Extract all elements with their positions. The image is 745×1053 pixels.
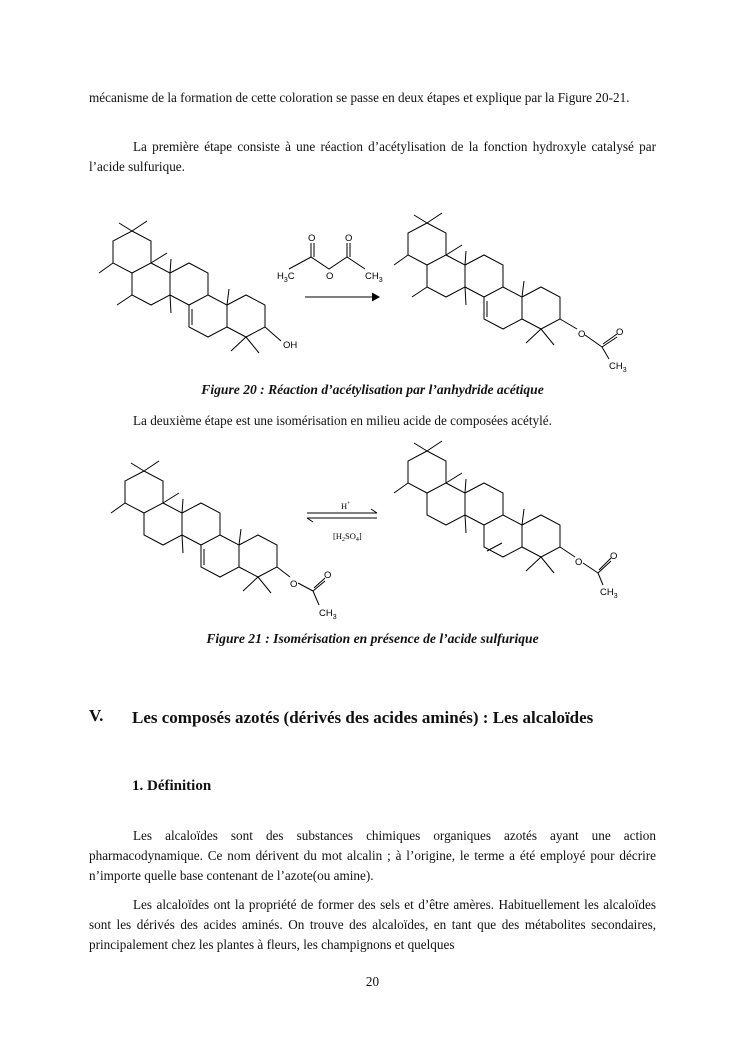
between-figures-text: La deuxième étape est une isomérisation en milieu acide de composées acétylé. [133, 413, 552, 428]
page-number: 20 [365, 974, 380, 989]
fig21-product-carbonyl-oxygen-label: O [610, 551, 618, 562]
anhydride-bridge-oxygen: O [326, 271, 334, 282]
h3c-label: H3C [277, 271, 295, 284]
body-paragraph-1: Les alcaloïdes sont des substances chimiques organiques azotés ayant une action pharmacodynamique. Ce nom dérivent du mot alcalin ; à l’origine, le terme a été employé pour décrire n’importe quelle base contenant de l’azote(ou amine). [89, 828, 656, 883]
subsection-title: 1. Définition [132, 778, 212, 794]
anhydride-oxygen-2: O [345, 233, 353, 244]
figure-20-substrate-molecule [99, 221, 281, 353]
acetyl-ch3-label: CH3 [609, 361, 627, 374]
carbonyl-oxygen-label: O [616, 327, 624, 338]
ester-oxygen-label: O [578, 329, 586, 340]
section-title: Les composés azotés (dérivés des acides aminés) : Les alcaloïdes [132, 708, 594, 727]
fig21-ester-oxygen-label: O [290, 579, 298, 590]
fig21-left-ch3-label: CH3 [319, 608, 337, 620]
anhydride-oxygen-1: O [308, 233, 316, 244]
figure-20 [89, 205, 656, 375]
section-number: V. [89, 706, 104, 725]
hydroxyl-label: OH [283, 340, 298, 351]
figure-20-caption: Figure 20 : Réaction d’acétylisation par l’anhydride acétique [201, 382, 544, 397]
ch3-label: CH3 [365, 271, 383, 284]
body-paragraph-2: Les alcaloïdes ont la propriété de former des sels et d’être amères. Habituellement les alcaloïdes sont les dérivés des acides aminés. On trouve des alcaloïdes, en tant que des métabolites secondaires, principalement chez les plantes à fleurs, les champignons et quelques [89, 897, 656, 952]
reaction-arrow [305, 293, 379, 301]
intro-paragraph-2: La première étape consiste à une réaction d’acétylisation de la fonction hydroxyle catalysé par l’acide sulfurique. [89, 139, 656, 174]
sulfuric-acid-label: [H2SO4] [333, 531, 362, 543]
figure-21-caption: Figure 21 : Isomérisation en présence de l’acide sulfurique [206, 631, 539, 646]
figure-21 [89, 435, 656, 620]
fig21-carbonyl-oxygen-label: O [324, 570, 332, 581]
figure-20-reaction-scheme [89, 205, 656, 375]
acid-catalyst-label: H+ [341, 501, 351, 511]
fig21-product-ester-oxygen-label: O [575, 557, 583, 568]
acetic-anhydride-reagent [289, 243, 365, 269]
intro-paragraph-1: mécanisme de la formation de cette coloration se passe en deux étapes et explique par la Figure 20-21. [89, 90, 630, 105]
fig21-right-ch3-label: CH3 [600, 587, 618, 600]
figure-21-isomerisation-scheme [89, 435, 656, 620]
